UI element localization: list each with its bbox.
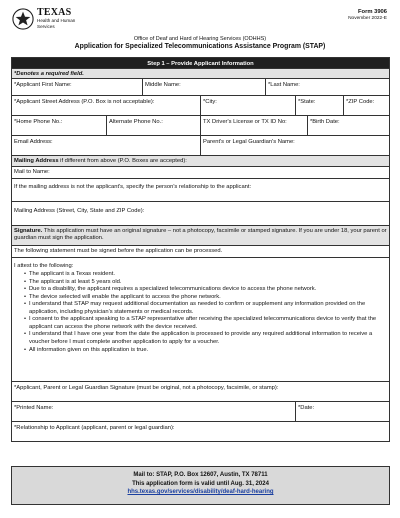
application-form [11,57,390,442]
attestation-item: • The applicant is a Texas resident. [14,271,387,279]
attestation-list [14,271,387,354]
first-name-field[interactable]: *Applicant First Name: [14,82,72,88]
mailing-heading [11,156,390,167]
hhs-website-link[interactable]: hhs.texas.gov/services/disability/deaf-hard-hearing [127,489,274,496]
drivers-license-field[interactable]: TX Driver's License or TX ID No: [200,116,307,135]
alternate-phone-field[interactable]: Alternate Phone No.: [106,116,200,135]
mailing-relationship-field[interactable]: If the mailing address is not the applicant's, specify the person's relationship to the applicant: [11,179,390,202]
step-heading: Step 1 – Provide Applicant Information [11,57,390,69]
email-field[interactable]: Email Address: [14,139,53,145]
middle-name-field[interactable]: Middle Name: [142,79,265,95]
printed-name-field[interactable]: *Printed Name: [14,405,54,411]
home-phone-field[interactable]: *Home Phone No.: [14,119,63,125]
phone-row [11,116,390,136]
attestation-item: • I consent to the applicant speaking to a STAP representative after receiving the specialized telecommunications device to verify that the applicant can access the phone network with the device received. [14,316,387,331]
email-row [11,136,390,156]
signature-field[interactable]: *Applicant, Parent or Legal Guardian Signature (must be original, not a photocopy, facsimile, or stamp): [11,382,390,402]
date-field[interactable]: *Date: [295,402,389,421]
attestation-block [11,258,390,382]
logo-subtext-2: Services [37,23,55,29]
mailing-heading-text: if different from above (P.O. Boxes are accepted): [58,158,187,164]
attestation-item: • The device selected will enable the applicant to access the phone network. [14,294,387,302]
street-address-field[interactable]: *Applicant Street Address (P.O. Box is not acceptable): [14,99,155,105]
relationship-field[interactable]: *Relationship to Applicant (applicant, parent or legal guardian): [11,422,390,442]
texas-hhs-logo [12,8,75,30]
form-identifier [348,9,387,21]
required-note: *Denotes a required field. [11,69,390,79]
signature-heading-bold: Signature. [14,228,43,234]
city-field[interactable]: *City: [200,96,295,115]
attestation-item: • The applicant is at least 5 years old. [14,279,387,287]
address-row [11,96,390,116]
texas-star-seal-icon [12,8,34,30]
birth-date-field[interactable]: *Birth Date: [307,116,389,135]
mail-to-address: Mail to: STAP, P.O. Box 12607, Austin, TX 78711 [133,472,268,478]
state-field[interactable]: *State: [295,96,343,115]
signature-heading-text: This application must have an original signature – not a photocopy, facsimile or stamped signature. If you are under 18, your parent or guardian must sign the application. [14,228,387,242]
attestation-item: • I understand that I have one year from the date the application is processed to provide any required additional information to receive a voucher before I must complete another application to apply for a voucher. [14,331,387,346]
mailing-instructions [11,466,390,505]
name-row [11,79,390,96]
printed-name-row [11,402,390,422]
valid-until-note: This application form is valid until Aug. 31, 2024 [132,480,269,487]
office-name: Office of Deaf and Hard of Hearing Services (ODHHS) [133,36,267,42]
form-date: November 2022-E [348,15,387,21]
mailing-address-field[interactable]: Mailing Address (Street, City, State and ZIP Code): [11,202,390,226]
signature-statement: The following statement must be signed before the application can be processed. [11,246,390,258]
mailing-heading-bold: Mailing Address [14,158,59,164]
page-title: Application for Specialized Telecommunications Assistance Program (STAP) [74,43,326,50]
mail-to-name-field[interactable]: Mail to Name: [11,167,390,179]
attestation-item: • I understand that STAP may request additional documentation as needed to confirm or supplement any information provided on the application, including physician's statements or medical records. [14,301,387,316]
signature-heading [11,226,390,246]
form-number: Form 3906 [358,9,387,15]
last-name-field[interactable]: *Last Name: [265,79,389,95]
guardian-name-field[interactable]: Parent's or Legal Guardian's Name: [200,136,389,155]
logo-wordmark: TEXAS [37,7,72,18]
attestation-intro: I attest to the following: [14,263,74,269]
attestation-item: • All information given on this application is true. [14,347,387,355]
logo-subtext-1: Health and Human [37,18,76,23]
zip-field[interactable]: *ZIP Code: [343,96,389,115]
attestation-item: • Due to a disability, the applicant requires a specialized telecommunications device to access the phone network. [14,286,387,294]
